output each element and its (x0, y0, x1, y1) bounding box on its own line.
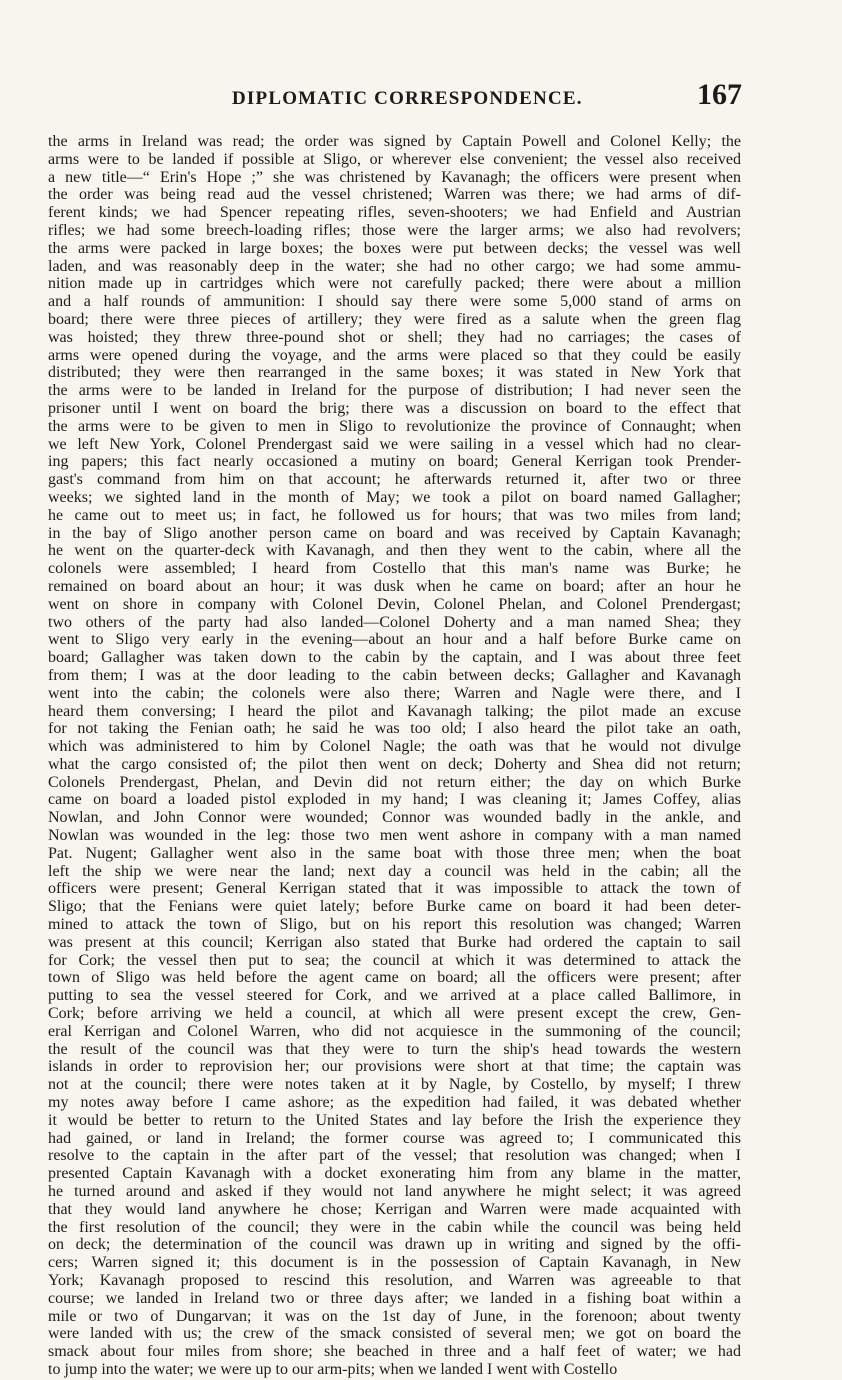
text-line: distributed; they were then rearranged in the same boxes; it was stated in New York that (48, 364, 741, 382)
text-line: two others of the party had also landed—Colonel Doherty and a man named Shea; they (48, 613, 741, 631)
text-line: was present at this council; Kerrigan also stated that Burke had ordered the captain to sail (48, 933, 741, 951)
body-text (48, 133, 741, 1379)
text-line: in the bay of Sligo another person came on board and was received by Captain Kavanagh; (48, 524, 741, 542)
text-line: Sligo; that the Fenians were quiet lately; before Burke came on board it had been deter- (48, 898, 741, 916)
page-number: 167 (697, 78, 742, 111)
text-line: nition made up in cartridges which were not carefully packed; there were about a million (48, 275, 741, 293)
text-line: the arms were packed in large boxes; the boxes were put between decks; the vessel was well (48, 239, 741, 257)
text-line: the arms were to be given to men in Sligo to revolutionize the province of Connaught; when (48, 417, 741, 435)
text-line: which was administered to him by Colonel Nagle; the oath was that he would not divulge (48, 738, 741, 756)
text-line: arms were to be landed if possible at Sligo, or wherever else convenient; the vessel also received (48, 150, 741, 168)
text-line: gast's command from him on that account; he afterwards returned it, after two or three (48, 471, 741, 489)
text-line: York; Kavanagh proposed to rescind this resolution, and Warren was agreeable to that (48, 1272, 741, 1289)
text-line: weeks; we sighted land in the month of May; we took a pilot on board named Gallagher; (48, 488, 741, 506)
text-line: for not taking the Fenian oath; he said he was too old; I also heard the pilot take an oath, (48, 720, 741, 738)
text-line: board; there were three pieces of artillery; they were fired as a salute when the green flag (48, 310, 741, 328)
text-line: what the cargo consisted of; the pilot then went on deck; Doherty and Shea did not return; (48, 755, 741, 773)
text-line: he went on the quarter-deck with Kavanagh, and then they went to the cabin, where all the (48, 542, 741, 560)
text-line: prisoner until I went on board the brig; there was a discussion on board to the effect that (48, 399, 741, 417)
text-line: resolve to the captain in the after part of the vessel; that resolution was changed; when I (48, 1147, 741, 1165)
text-line: course; we landed in Ireland two or three days after; we landed in a fishing boat within a (48, 1289, 741, 1307)
text-line: the first resolution of the council; they were in the cabin while the council was being held (48, 1218, 741, 1236)
text-line: we left New York, Colonel Prendergast said we were sailing in a vessel which had no clear- (48, 435, 741, 453)
text-line: the arms in Ireland was read; the order was signed by Captain Powell and Colonel Kelly; the (48, 133, 741, 150)
text-line: went into the cabin; the colonels were also there; Warren and Nagle were there, and I (48, 684, 741, 702)
text-line: heard them conversing; I heard the pilot and Kavanagh talking; the pilot made an excuse (48, 702, 741, 720)
text-line: town of Sligo was held before the agent came on board; all the officers were present; after (48, 969, 741, 987)
text-line: that they would land anywhere he chose; Kerrigan and Warren were made acquainted with (48, 1200, 741, 1218)
running-head: DIPLOMATIC CORRESPONDENCE. (232, 88, 583, 109)
text-line: was hoisted; they threw three-pound shot or shell; they had no carriages; the cases of (48, 328, 741, 346)
text-line: rifles; we had some breech-loading rifles; those were the larger arms; we also had revolvers; (48, 221, 741, 239)
text-line: it would be better to return to the United States and lay before the Irish the experience they (48, 1111, 741, 1129)
text-line: Colonels Prendergast, Phelan, and Devin did not return either; the day on which Burke (48, 773, 741, 791)
text-line: officers were present; General Kerrigan stated that it was impossible to attack the town of (48, 880, 741, 898)
text-line: smack about four miles from shore; she beached in three and a half feet of water; we had (48, 1343, 741, 1361)
text-line: presented Captain Kavanagh with a docket exonerating him from any blame in the matter, (48, 1165, 741, 1183)
text-line: left the ship we were near the land; next day a council was held in the cabin; all the (48, 862, 741, 880)
text-line: Pat. Nugent; Gallagher went also in the same boat with those three men; when the boat (48, 844, 741, 862)
text-line: ferent kinds; we had Spencer repeating rifles, seven-shooters; we had Enfield and Austrian (48, 204, 741, 222)
text-line: the arms were to be landed in Ireland for the purpose of distribution; I had never seen the (48, 382, 741, 400)
text-line: my notes away before I came ashore; as the expedition had failed, it was debated whether (48, 1094, 741, 1112)
text-line: remained on board about an hour; it was dusk when he came on board; after an hour he (48, 577, 741, 595)
text-line: to jump into the water; we were up to our arm-pits; when we landed I went with Costello (48, 1360, 618, 1378)
text-line: arms were opened during the voyage, and the arms were placed so that they could be easily (48, 346, 741, 364)
text-line: Nowlan, and John Connor were wounded; Connor was wounded badly in the ankle, and (48, 809, 741, 827)
text-line: from them; I was at the door leading to the cabin between decks; Gallagher and Kavanagh (48, 666, 741, 684)
text-line: board; Gallagher was taken down to the cabin by the captain, and I was about three feet (48, 649, 741, 667)
text-line: went to Sligo very early in the evening—about an hour and a half before Burke came on (48, 631, 741, 649)
text-line: on deck; the determination of the council was drawn up in writing and signed by the offi- (48, 1236, 741, 1254)
text-line: Cork; before arriving we held a council, at which all were present except the crew, Gen- (48, 1005, 741, 1023)
text-line: colonels were assembled; I heard from Costello that this man's name was Burke; he (48, 560, 741, 578)
text-line: the result of the council was that they were to turn the ship's head towards the western (48, 1040, 741, 1058)
text-line: eral Kerrigan and Colonel Warren, who did not acquiesce in the summoning of the council; (48, 1022, 741, 1040)
text-line: and a half rounds of ammunition: I should say there were some 5,000 stand of arms on (48, 293, 741, 311)
page-header (48, 78, 742, 118)
text-line: he turned around and asked if they would not land anywhere he might select; it was agreed (48, 1183, 741, 1201)
text-line: had gained, or land in Ireland; the former course was agreed to; I communicated this (48, 1129, 741, 1147)
text-line: islands in order to reprovision her; our provisions were short at that time; the captain was (48, 1058, 741, 1076)
text-line: ing papers; this fact nearly occasioned a mutiny on board; General Kerrigan took Prender- (48, 453, 741, 471)
text-line: cers; Warren signed it; this document is in the possession of Captain Kavanagh, in New (48, 1254, 741, 1272)
text-line: putting to sea the vessel steered for Cork, and we arrived at a place called Ballimore, in (48, 987, 741, 1005)
text-line: laden, and was reasonably deep in the water; she had no other cargo; we had some ammu- (48, 257, 741, 275)
text-line: were landed with us; the crew of the smack consisted of several men; we got on board the (48, 1325, 741, 1343)
text-line: went on shore in company with Colonel Devin, Colonel Phelan, and Colonel Prendergast; (48, 595, 741, 613)
text-line: Nowlan was wounded in the leg: those two men went ashore in company with a man named (48, 827, 741, 845)
text-line: mile or two of Dungarvan; it was on the 1st day of June, in the forenoon; about twenty (48, 1307, 741, 1325)
text-line: not at the council; there were notes taken at it by Nagle, by Costello, by myself; I threw (48, 1076, 741, 1094)
text-line: a new title—“ Erin's Hope ;” she was christened by Kavanagh; the officers were present when (48, 168, 741, 186)
text-line: the order was being read aud the vessel christened; Warren was there; we had arms of dif- (48, 186, 741, 204)
text-line: he came out to meet us; in fact, he followed us for hours; that was two miles from land; (48, 506, 741, 524)
text-line: mined to attack the town of Sligo, but on his report this resolution was changed; Warren (48, 916, 741, 934)
text-line: came on board a loaded pistol exploded in my hand; I was cleaning it; James Coffey, alias (48, 791, 741, 809)
text-line: for Cork; the vessel then put to sea; the council at which it was determined to attack the (48, 951, 741, 969)
